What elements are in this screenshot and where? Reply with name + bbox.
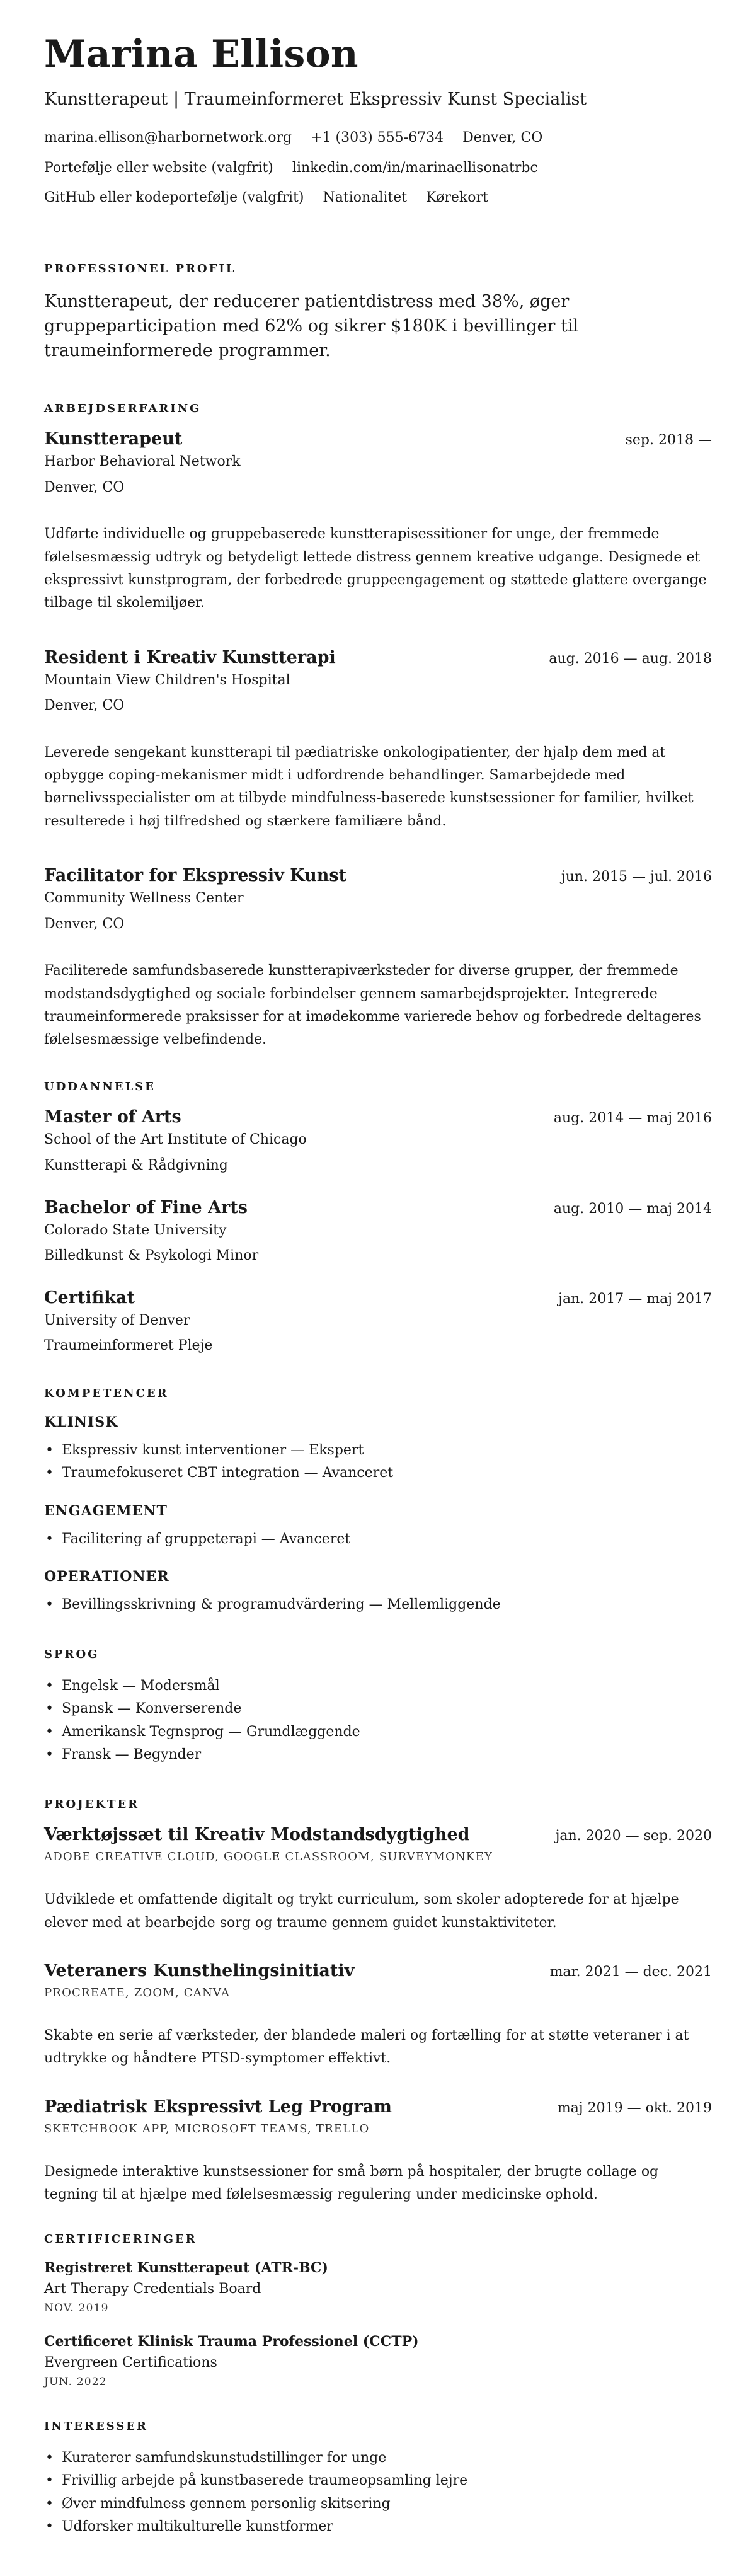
project-description: Udviklede et omfattende digitalt og trykt curriculum, som skoler adopterede for at hjælpe elever med at bearbejde sorg og traume gennem guidet kunstaktiviteter. (44, 1892, 679, 1931)
certification-issuer: Art Therapy Credentials Board (44, 2281, 261, 2297)
project-entry (44, 1961, 712, 2071)
projects-section (44, 1798, 712, 2206)
project-dates: mar. 2021 — dec. 2021 (549, 1964, 712, 1980)
project-tools: ADOBE CREATIVE CLOUD, GOOGLE CLASSROOM, SURVEYMONKEY (44, 1850, 493, 1864)
job-location: Denver, CO (44, 916, 125, 932)
candidate-name: Marina Ellison (44, 32, 358, 76)
competency-group-title: KLINISK (44, 1413, 118, 1430)
education-section (44, 1080, 712, 1355)
education-entry (44, 1198, 712, 1265)
linkedin-link[interactable]: linkedin.com/in/marinaellisonatrbc (292, 159, 538, 176)
list-item: • Øver mindfulness gennem personlig skitsering (44, 2493, 712, 2516)
job-dates: jun. 2015 — jul. 2016 (561, 869, 712, 885)
section-title-education: UDDANNELSE (44, 1080, 156, 1094)
degree: Master of Arts (44, 1107, 181, 1127)
project-dates: maj 2019 — okt. 2019 (557, 2100, 712, 2116)
project-dates: jan. 2020 — sep. 2020 (555, 1828, 712, 1844)
interests-section (44, 2420, 712, 2538)
degree: Bachelor of Fine Arts (44, 1197, 248, 1217)
job-description: Udførte individuelle og gruppebaserede kunstterapisessitioner for unge, der fremmede følelsesmæssig udtryk og betydeligt lettede distress gennem kreative udgange. Designede et ekspressivt kunstprogram, der forbedrede gruppeengagement og støttede glattere overgange tilbage til skolemiljøer. (44, 526, 707, 611)
languages-section (44, 1648, 712, 1766)
list-item: • Bevillingsskrivning & programudvärdering — Mellemliggende (44, 1594, 712, 1616)
job-organization: Harbor Behavioral Network (44, 454, 241, 470)
headline: Kunstterapeut | Traumeinformeret Ekspressiv Kunst Specialist (44, 89, 587, 109)
degree: Certifikat (44, 1287, 135, 1308)
certification-entry (44, 2333, 712, 2388)
job-description: Leverede sengekant kunstterapi til pædiatriske onkologipatienter, der hjalp dem med at opbygge coping-mekanismer midt i udfordrende behandlinger. Samarbejdede med børnelivsspecialister om at tilbyde mindfulness-baserede kunstsessioner for familier, hvilket resulterede i høj tilfredshed og stærkere familiære bånd. (44, 744, 694, 829)
certification-name: Certificeret Klinisk Trauma Professionel (CCTP) (44, 2333, 419, 2350)
certification-date: NOV. 2019 (44, 2302, 109, 2315)
competency-list (44, 1528, 712, 1551)
email-link[interactable]: marina.ellison@harbornetwork.org (44, 130, 292, 146)
field-of-study: Billedkunst & Psykologi Minor (44, 1248, 259, 1264)
education-entry (44, 1107, 712, 1175)
contact-row-2 (44, 159, 712, 178)
job-entry (44, 648, 712, 833)
drivers-license: Kørekort (426, 190, 488, 206)
github-link[interactable]: GitHub eller kodeportefølje (valgfrit) (44, 190, 304, 206)
job-location: Denver, CO (44, 479, 125, 495)
certification-name: Registreret Kunstterapeut (ATR-BC) (44, 2260, 328, 2277)
school: School of the Art Institute of Chicago (44, 1132, 307, 1148)
list-item: • Kuraterer samfundskunstudstillinger for unge (44, 2447, 712, 2470)
list-item: • Fransk — Begynder (44, 1744, 712, 1766)
education-dates: aug. 2010 — maj 2014 (553, 1200, 712, 1217)
location: Denver, CO (462, 130, 543, 146)
resume-header (44, 32, 712, 207)
language-list (44, 1675, 712, 1766)
section-title-languages: SPROG (44, 1648, 100, 1662)
list-item: • Frivillig arbejde på kunstbaserede traumeopsamling lejre (44, 2470, 712, 2492)
project-tools: PROCREATE, ZOOM, CANVA (44, 1986, 231, 1999)
list-item: • Traumefokuseret CBT integration — Avanceret (44, 1462, 712, 1485)
list-item: • Amerikansk Tegnsprog — Grundlæggende (44, 1721, 712, 1744)
job-organization: Community Wellness Center (44, 890, 244, 907)
project-description: Designede interaktive kunstsessioner for små børn på hospitaler, der brugte collage og tegning til at hjælpe med følelsesmæssig regulering under medicinske ophold. (44, 2163, 659, 2202)
profile-section (44, 262, 712, 363)
job-location: Denver, CO (44, 698, 125, 714)
job-entry (44, 866, 712, 1051)
list-item: • Spansk — Konverserende (44, 1698, 712, 1720)
project-tools: SKETCHBOOK APP, MICROSOFT TEAMS, TRELLO (44, 2122, 370, 2136)
job-title: Kunstterapeut (44, 429, 183, 449)
certification-entry (44, 2260, 712, 2314)
field-of-study: Kunstterapi & Rådgivning (44, 1158, 228, 1174)
section-title-experience: ARBEJDSERFARING (44, 402, 202, 416)
section-title-certifications: CERTIFICERINGER (44, 2233, 197, 2246)
competency-list (44, 1439, 712, 1485)
certification-issuer: Evergreen Certifications (44, 2355, 217, 2371)
job-title: Resident i Kreativ Kunstterapi (44, 647, 336, 667)
certification-date: JUN. 2022 (44, 2376, 107, 2389)
contact-row-1 (44, 129, 712, 147)
phone-number[interactable]: +1 (303) 555-6734 (311, 130, 444, 146)
section-title-interests: INTERESSER (44, 2420, 148, 2434)
contact-row-3 (44, 189, 712, 207)
project-entry (44, 1825, 712, 1935)
portfolio-link[interactable]: Portefølje eller website (valgfrit) (44, 159, 273, 176)
job-title: Facilitator for Ekspressiv Kunst (44, 866, 347, 886)
project-title: Pædiatrisk Ekspressivt Leg Program (44, 2096, 392, 2117)
certifications-section (44, 2233, 712, 2388)
competency-group-title: OPERATIONER (44, 1568, 169, 1585)
section-title-competencies: KOMPETENCER (44, 1386, 169, 1400)
list-item: • Facilitering af gruppeterapi — Avanceret (44, 1528, 712, 1551)
project-title: Værktøjssæt til Kreativ Modstandsdygtighed (44, 1825, 470, 1845)
school: Colorado State University (44, 1222, 227, 1238)
field-of-study: Traumeinformeret Pleje (44, 1338, 213, 1354)
section-title-projects: PROJEKTER (44, 1798, 140, 1812)
project-description: Skabte en serie af værksteder, der blandede maleri og fortælling for at støtte veteraner i at udtrykke og håndtere PTSD-symptomer effektivt. (44, 2027, 689, 2067)
nationality: Nationalitet (323, 190, 408, 206)
list-item: • Udforsker multikulturelle kunstformer (44, 2516, 712, 2538)
education-dates: aug. 2014 — maj 2016 (553, 1110, 712, 1127)
list-item: • Ekspressiv kunst interventioner — Ekspert (44, 1439, 712, 1462)
experience-section (44, 402, 712, 1051)
competency-group-title: ENGAGEMENT (44, 1502, 168, 1519)
interest-list (44, 2447, 712, 2538)
project-title: Veteraners Kunsthelingsinitiativ (44, 1960, 355, 1981)
competency-list (44, 1594, 712, 1616)
education-entry (44, 1288, 712, 1355)
job-entry (44, 429, 712, 614)
project-entry (44, 2097, 712, 2207)
education-dates: jan. 2017 — maj 2017 (558, 1291, 712, 1307)
school: University of Denver (44, 1312, 190, 1328)
job-dates: sep. 2018 — (625, 432, 712, 449)
job-description: Faciliterede samfundsbaserede kunstterapiværksteder for diverse grupper, der fremmede modstandsdygtighed og sociale forbindelser gennem samarbejdsprojekter. Integrerede traumeinformerede praksisser for at imødekomme varierede behov og forbedrede deltageres følelsesmæssige velbefindende. (44, 963, 701, 1048)
competencies-section (44, 1387, 712, 1616)
list-item: • Engelsk — Modersmål (44, 1675, 712, 1698)
job-organization: Mountain View Children's Hospital (44, 672, 290, 688)
section-title-profile: PROFESSIONEL PROFIL (44, 262, 236, 275)
profile-summary: Kunstterapeut, der reducerer patientdistress med 38%, øger gruppeparticipation med 62% og sikrer $180K i bevillinger til traumeinformerede programmer. (44, 291, 579, 361)
job-dates: aug. 2016 — aug. 2018 (549, 650, 712, 667)
